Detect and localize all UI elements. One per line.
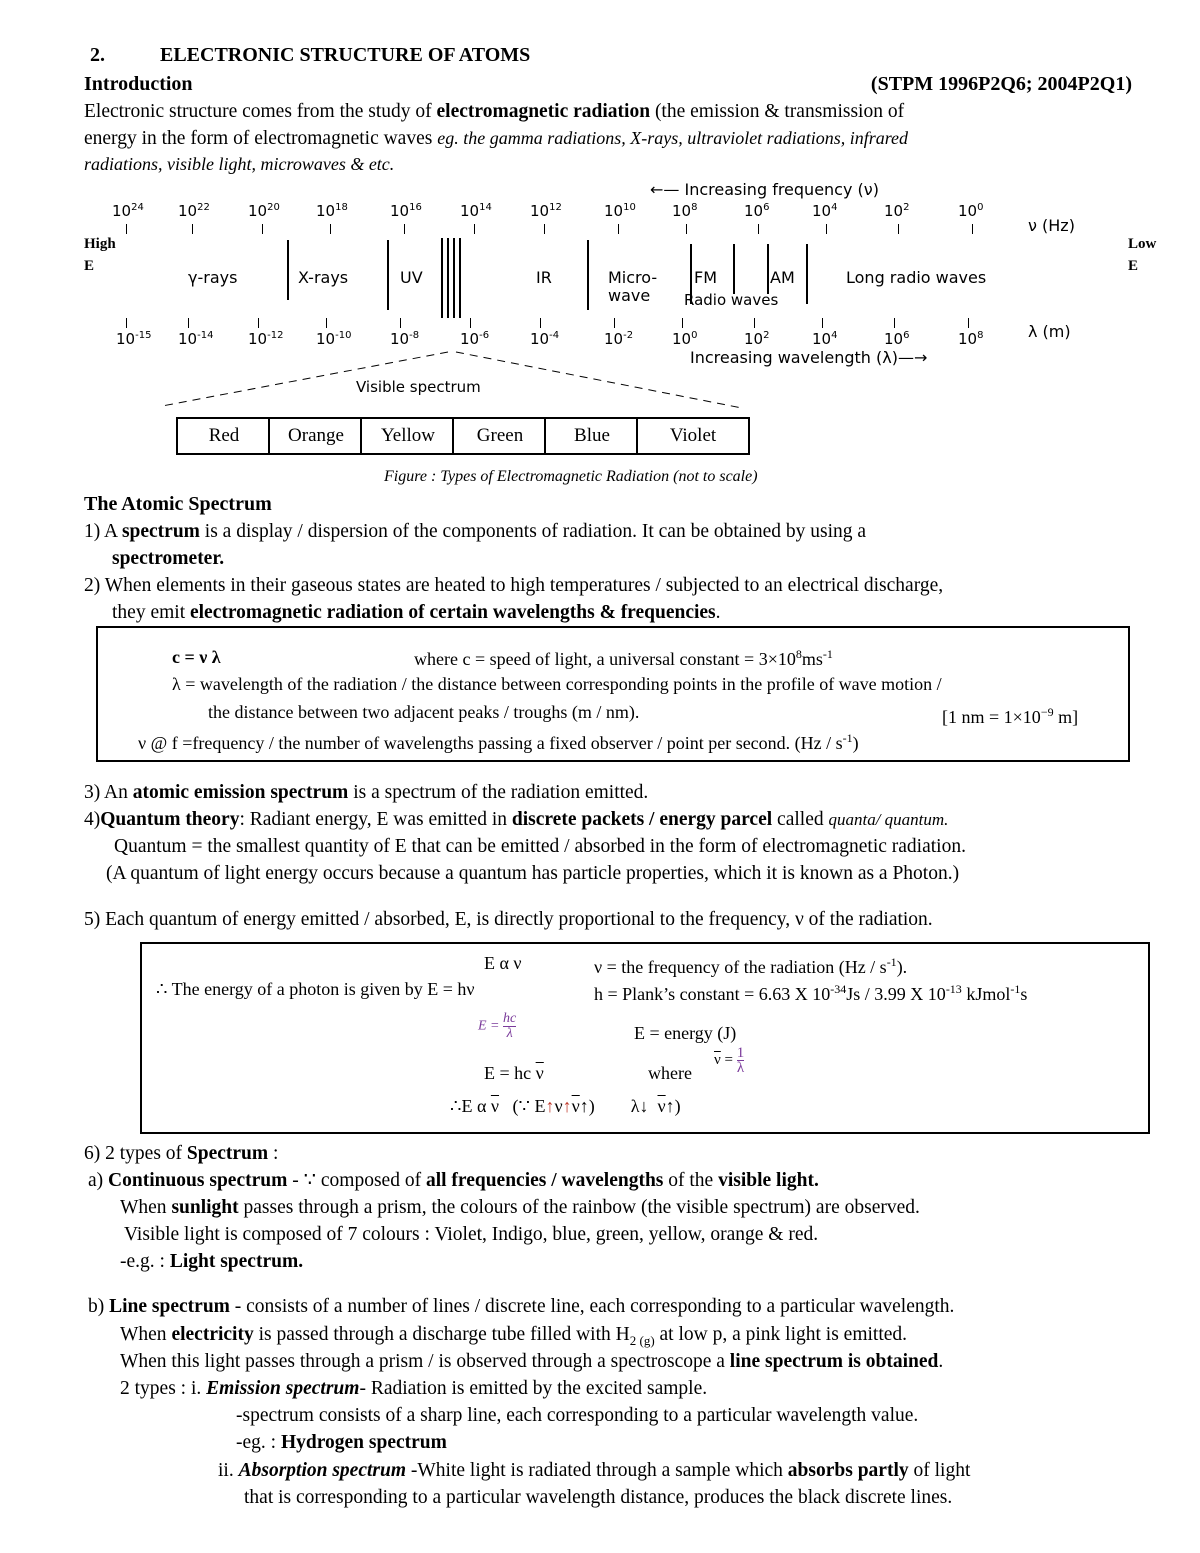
text: When this light passes through a prism / is observed through a spectroscope a — [120, 1351, 730, 1372]
up-arrow-icon: ↑ — [545, 1096, 555, 1116]
text: When — [120, 1197, 172, 1218]
term-sunlight: sunlight — [171, 1197, 239, 1218]
exponent: -4 — [549, 330, 560, 341]
base: 10 — [744, 202, 764, 220]
wavelength-tick — [968, 318, 969, 328]
term-line-spectrum-obtained: line spectrum is obtained — [729, 1351, 939, 1372]
base: 10 — [530, 202, 550, 220]
base: 10 — [604, 330, 624, 348]
text: ∴E α — [450, 1096, 491, 1116]
frequency-tick — [404, 224, 405, 234]
energy-def: E = energy (J) — [634, 1023, 737, 1043]
term-line-spectrum: Line spectrum — [109, 1296, 230, 1317]
text: : — [268, 1143, 279, 1164]
text: called — [772, 809, 829, 830]
c-equation: c = ν λ — [172, 647, 221, 667]
divider-ir-micro — [587, 240, 589, 310]
relationship-summary — [450, 1095, 681, 1117]
region-long-radio: Long radio waves — [846, 268, 987, 287]
wavelength-tick — [822, 318, 823, 328]
base: 10 — [178, 330, 198, 348]
nu-frequency-def — [594, 951, 907, 978]
para-4-line-2: Quantum = the smallest quantity of E that can be emitted / absorbed in the form of electromagnetic radiation. — [114, 836, 966, 857]
text: ν @ f =frequency / the number of wavelengths passing a fixed observer / point per second. (Hz / s — [138, 733, 843, 753]
frequency-tick — [192, 224, 193, 234]
nu-bar: $\overline{\nu}$ — [490, 1096, 500, 1116]
high-energy-e: E — [84, 258, 95, 274]
term-quanta: quanta/ quantum. — [828, 810, 949, 829]
down-arrow-icon: ↓ — [639, 1096, 649, 1116]
text: where — [648, 1063, 692, 1083]
text: of the — [663, 1170, 719, 1191]
text: E = hc — [484, 1063, 536, 1083]
nu-bar: $\overline{\nu}$ — [714, 1051, 721, 1068]
frequency-tick-label — [672, 202, 697, 220]
wavelength-tick — [540, 318, 541, 328]
atomic-para-2-line-2 — [112, 599, 721, 626]
para-6-title — [84, 1140, 278, 1167]
subscript: 2 (g) — [629, 1332, 655, 1348]
base: 10 — [812, 202, 832, 220]
exponent: 8 — [795, 647, 802, 661]
frequency-tick — [126, 224, 127, 234]
text: Js / 3.99 X 10 — [846, 984, 946, 1004]
line-spectrum-line-3 — [120, 1348, 943, 1375]
region-micro-2: wave — [608, 286, 651, 305]
base: 10 — [112, 202, 132, 220]
term-atomic-emission: atomic emission spectrum — [132, 782, 349, 803]
exponent: -6 — [479, 330, 490, 341]
exponent: -1 — [886, 955, 897, 969]
divider-visible-ir-2 — [459, 238, 461, 318]
text: : Radiant energy, E was emitted in — [239, 809, 512, 830]
base: 10 — [460, 202, 480, 220]
text: s — [1020, 984, 1028, 1004]
frequency-tick-label — [316, 202, 348, 220]
e-hc-over-lambda — [478, 1012, 516, 1041]
exponent: -8 — [409, 330, 420, 341]
base: 10 — [884, 202, 904, 220]
frequency-tick — [544, 224, 545, 234]
text: When — [120, 1324, 172, 1345]
text: of light — [908, 1460, 971, 1481]
para-4-line-3: (A quantum of light energy occurs because a quantum has particle properties, which it is known as a Photon.) — [106, 863, 960, 884]
section-title: ELECTRONIC STRUCTURE OF ATOMS — [160, 44, 531, 66]
frequency-tick-label — [884, 202, 909, 220]
frequency-tick-label — [530, 202, 562, 220]
line-spectrum-line-4 — [120, 1375, 707, 1402]
divider-uv-visible-2 — [447, 238, 449, 318]
term-visible-light: visible light. — [718, 1170, 819, 1191]
frequency-tick-label — [958, 202, 983, 220]
term-electricity: electricity — [171, 1324, 254, 1345]
text: - ∵ composed of — [287, 1170, 426, 1191]
term-em-radiation-wavelengths: electromagnetic radiation of certain wavelengths & frequencies — [189, 602, 716, 623]
nu-bar: $\overline{\nu}$ — [571, 1096, 580, 1116]
exponent: 2 — [903, 202, 910, 213]
term-discrete-packets: discrete packets / energy parcel — [511, 809, 773, 830]
base: 10 — [604, 202, 624, 220]
nubar-where — [648, 1062, 692, 1084]
term-spectrum: Spectrum — [186, 1143, 269, 1164]
lambda-definition: λ = wavelength of the radiation / the distance between corresponding points in the profile of wave motion / — [172, 674, 942, 694]
color-cell-red: Red — [176, 417, 270, 455]
fraction — [503, 1012, 516, 1041]
atomic-para-2-line-1: 2) When elements in their gaseous states are heated to high temperatures / subjected to an electrical discharge, — [84, 575, 944, 596]
text: -e.g. : — [120, 1251, 170, 1272]
color-cell-yellow: Yellow — [360, 417, 454, 455]
wavelength-tick — [258, 318, 259, 328]
intro-line-2 — [84, 125, 908, 152]
up-arrow-icon: ↑ — [562, 1096, 572, 1116]
term-all-frequencies: all frequencies / wavelengths — [425, 1170, 664, 1191]
divider-am-left — [767, 244, 769, 294]
exponent: 8 — [977, 330, 984, 341]
term-spectrum: spectrum — [121, 521, 200, 542]
increasing-wavelength-label: Increasing wavelength (λ)—→ — [690, 348, 928, 367]
intro-reference: (STPM 1996P2Q6; 2004P2Q1) — [870, 73, 1132, 95]
frequency-tick — [262, 224, 263, 234]
text: ν = the frequency of the radiation (Hz / s — [594, 957, 887, 977]
unit: ms — [801, 649, 823, 669]
term-absorption-spectrum: Absorption spectrum — [238, 1460, 407, 1481]
wavelength-tick-label — [248, 330, 283, 348]
section-number: 2. — [90, 44, 105, 66]
base: 10 — [316, 330, 336, 348]
text: - Radiation is emitted by the excited sample. — [359, 1378, 708, 1399]
base: 10 — [116, 330, 136, 348]
base: 10 — [884, 330, 904, 348]
exponent: -12 — [267, 330, 284, 341]
lambda: λ — [630, 1096, 640, 1116]
frequency-unit: ν (Hz) — [1028, 216, 1075, 235]
text: a) — [88, 1170, 109, 1191]
continuous-line-4 — [120, 1248, 303, 1275]
color-cell-violet: Violet — [636, 417, 750, 455]
wavelength-tick-label — [116, 330, 151, 348]
figure-caption: Figure : Types of Electromagnetic Radiation (not to scale) — [384, 468, 758, 485]
wavelength-tick — [126, 318, 127, 328]
nu-bar: $\overline{\nu}$ — [535, 1063, 544, 1083]
exponent: 0 — [977, 202, 984, 213]
base: 10 — [530, 330, 550, 348]
text: is a spectrum of the radiation emitted. — [348, 782, 649, 803]
base: 10 — [672, 202, 692, 220]
high-energy-label: High — [84, 236, 116, 252]
frequency-tick — [618, 224, 619, 234]
text: where c = speed of light, a universal constant = 3×10 — [414, 649, 796, 669]
text: 4) — [84, 809, 101, 830]
divider-uv-visible-1 — [441, 238, 443, 318]
term-continuous-spectrum: Continuous spectrum — [108, 1170, 288, 1191]
text: ii. — [218, 1460, 239, 1481]
base: 10 — [316, 202, 336, 220]
base: 10 — [744, 330, 764, 348]
planck-constant — [594, 978, 1027, 1005]
continuous-line-2 — [120, 1194, 920, 1221]
region-micro-1: Micro- — [608, 268, 658, 287]
nu-bar: $\overline{\nu}$ — [657, 1096, 666, 1116]
frequency-tick-label — [604, 202, 636, 220]
exponent: 10 — [623, 202, 636, 213]
exponent: 20 — [267, 202, 280, 213]
text: - consists of a number of lines / discrete line, each corresponding to a particular wavelength. — [229, 1296, 955, 1317]
region-am: AM — [770, 268, 795, 287]
text: E = — [478, 1018, 500, 1034]
text: = — [720, 1051, 737, 1068]
exponent: 6 — [903, 330, 910, 341]
low-energy-label: Low — [1128, 236, 1157, 252]
region-radio-waves: Radio waves — [684, 291, 779, 309]
wavelength-tick-label — [530, 330, 559, 348]
color-cell-green: Green — [452, 417, 546, 455]
term-hydrogen-spectrum: Hydrogen spectrum — [280, 1432, 447, 1453]
continuous-line-3: Visible light is composed of 7 colours : Violet, Indigo, blue, green, yellow, orange & red. — [124, 1224, 819, 1245]
exponent: -2 — [623, 330, 634, 341]
text: ) — [852, 733, 859, 753]
wavelength-tick — [754, 318, 755, 328]
line-spectrum-line-7 — [218, 1457, 970, 1484]
e-proportional-nu: E α ν — [484, 953, 522, 973]
exponent: 22 — [197, 202, 210, 213]
continuous-line-1 — [88, 1167, 819, 1194]
wavelength-tick — [400, 318, 401, 328]
exponent: -1 — [842, 731, 853, 745]
text: energy in the form of electromagnetic waves — [84, 128, 438, 149]
text: m] — [1053, 707, 1079, 727]
exponent: 6 — [763, 202, 770, 213]
exponent: -1 — [822, 647, 833, 661]
base: 10 — [178, 202, 198, 220]
divider-xray-uv — [387, 240, 389, 310]
increasing-frequency-label: ←— Increasing frequency (ν) — [650, 180, 879, 199]
wavelength-tick — [326, 318, 327, 328]
nm-conversion — [942, 701, 1078, 728]
exponent: -10 — [335, 330, 352, 341]
frequency-tick-label — [248, 202, 280, 220]
exponent: 4 — [831, 330, 838, 341]
visible-spectrum-label: Visible spectrum — [356, 378, 481, 396]
region-ir: IR — [536, 268, 552, 287]
c-definition — [414, 643, 833, 670]
fraction — [737, 1046, 745, 1075]
base: 10 — [460, 330, 480, 348]
exponent: 12 — [549, 202, 562, 213]
nu-definition — [138, 727, 859, 754]
wavelength-tick — [894, 318, 895, 328]
text: . — [938, 1351, 944, 1372]
examples: eg. the gamma radiations, X-rays, ultraviolet radiations, infrared — [437, 128, 909, 148]
text: b) — [88, 1296, 110, 1317]
region-gamma: γ-rays — [188, 268, 238, 287]
wavelength-tick-label — [316, 330, 351, 348]
exponent: -14 — [197, 330, 214, 341]
frequency-tick — [686, 224, 687, 234]
color-cell-blue: Blue — [544, 417, 638, 455]
frequency-tick-label — [112, 202, 144, 220]
exponent: 2 — [763, 330, 770, 341]
wavelength-tick — [470, 318, 471, 328]
text: 2 types : i. — [120, 1378, 207, 1399]
wavelength-tick-label — [958, 330, 983, 348]
e-hc-nubar — [484, 1062, 544, 1084]
text: is a display / dispersion of the components of radiation. It can be obtained by using a — [199, 521, 867, 542]
line-spectrum-line-1 — [88, 1293, 954, 1320]
denominator: λ — [506, 1026, 513, 1041]
base: 10 — [958, 202, 978, 220]
frequency-tick — [474, 224, 475, 234]
exponent: 16 — [409, 202, 422, 213]
base: 10 — [248, 330, 268, 348]
up-arrow-icon: ↑) — [665, 1096, 681, 1116]
text: [1 nm = 1×10 — [942, 707, 1041, 727]
exponent: 8 — [691, 202, 698, 213]
text: h = Plank’s constant = 6.63 X 10 — [594, 984, 831, 1004]
color-cell-orange: Orange — [268, 417, 362, 455]
wavelength-tick-label — [604, 330, 633, 348]
divider-gamma-xray — [287, 240, 289, 300]
line-spectrum-line-8: that is corresponding to a particular wavelength distance, produces the black discrete lines. — [244, 1487, 953, 1508]
wavelength-tick-label — [390, 330, 419, 348]
term-absorbs-partly: absorbs partly — [787, 1460, 909, 1481]
low-energy-e: E — [1128, 258, 1139, 274]
nubar-definition — [714, 1046, 744, 1075]
numerator: 1 — [736, 1045, 745, 1061]
wavelength-tick-label — [460, 330, 489, 348]
wavelength-tick-label — [672, 330, 697, 348]
base: 10 — [390, 330, 410, 348]
text: they emit — [112, 602, 190, 623]
term-em-radiation: electromagnetic radiation — [436, 101, 651, 122]
text: -White light is radiated through a sample which — [406, 1460, 788, 1481]
exponent: -34 — [830, 982, 847, 996]
atomic-spectrum-title: The Atomic Spectrum — [84, 493, 272, 515]
frequency-tick — [898, 224, 899, 234]
base: 10 — [390, 202, 410, 220]
frequency-tick-label — [460, 202, 492, 220]
exponent: 4 — [831, 202, 838, 213]
line-spectrum-line-6 — [236, 1429, 447, 1456]
wavelength-tick-label — [744, 330, 769, 348]
atomic-para-1-line-2: spectrometer. — [112, 548, 225, 569]
text: 6) 2 types of — [84, 1143, 187, 1164]
text: kJmol — [961, 984, 1011, 1004]
region-xray: X-rays — [298, 268, 349, 287]
photon-energy-eq: ∴ The energy of a photon is given by E = hν — [156, 979, 475, 999]
frequency-tick — [826, 224, 827, 234]
wavelength-tick — [188, 318, 189, 328]
base: 10 — [812, 330, 832, 348]
frequency-tick-label — [812, 202, 837, 220]
para-3 — [84, 779, 648, 806]
wavelength-tick-label — [884, 330, 909, 348]
divider-fm-right — [733, 244, 735, 294]
numerator: hc — [503, 1011, 517, 1026]
text: 3) An — [84, 782, 133, 803]
divider-visible-ir-1 — [453, 238, 455, 318]
exponent: -13 — [945, 982, 962, 996]
text: Electronic structure comes from the study of — [84, 101, 437, 122]
exponent: 24 — [131, 202, 144, 213]
text: (∵ E — [512, 1096, 546, 1116]
text: is passed through a discharge tube filled with H — [253, 1324, 630, 1345]
term-quantum-theory: Quantum theory — [100, 809, 240, 830]
exponent: -15 — [135, 330, 152, 341]
term-emission-spectrum: Emission spectrum — [206, 1378, 360, 1399]
base: 10 — [248, 202, 268, 220]
frequency-tick — [330, 224, 331, 234]
region-uv: UV — [400, 268, 423, 287]
intro-line-3: radiations, visible light, microwaves & etc. — [84, 154, 395, 174]
wavelength-tick — [682, 318, 683, 328]
denominator: λ — [736, 1060, 745, 1076]
base: 10 — [672, 330, 692, 348]
frequency-tick — [758, 224, 759, 234]
text: (the emission & transmission of — [650, 101, 905, 122]
frequency-tick-label — [178, 202, 210, 220]
nu: ν — [554, 1096, 563, 1116]
base: 10 — [958, 330, 978, 348]
exponent: 14 — [479, 202, 492, 213]
intro-label: Introduction — [84, 73, 193, 95]
atomic-para-1-line-1 — [84, 518, 866, 545]
frequency-tick-label — [390, 202, 422, 220]
wavelength-unit: λ (m) — [1028, 322, 1071, 341]
text: . — [715, 602, 721, 623]
up-arrow-icon: ↑) — [579, 1096, 595, 1116]
term-light-spectrum: Light spectrum. — [169, 1251, 304, 1272]
text: -eg. : — [236, 1432, 281, 1453]
wavelength-tick-label — [178, 330, 213, 348]
frequency-tick-label — [744, 202, 769, 220]
wavelength-tick — [614, 318, 615, 328]
wavelength-tick-label — [812, 330, 837, 348]
exponent: 0 — [691, 330, 698, 341]
region-fm: FM — [694, 268, 718, 287]
text: at low p, a pink light is emitted. — [654, 1324, 908, 1345]
frequency-tick — [972, 224, 973, 234]
exponent: 18 — [335, 202, 348, 213]
intro-line-1 — [84, 98, 904, 125]
para-4-line-1 — [84, 806, 948, 833]
text: passes through a prism, the colours of the rainbow (the visible spectrum) are observed. — [238, 1197, 920, 1218]
divider-am-right — [806, 244, 808, 304]
exponent: −9 — [1040, 705, 1054, 719]
para-5: 5) Each quantum of energy emitted / absorbed, E, is directly proportional to the frequency, ν of the radiation. — [84, 909, 933, 930]
exponent: -1 — [1010, 982, 1021, 996]
line-spectrum-line-5: -spectrum consists of a sharp line, each corresponding to a particular wavelength value. — [236, 1405, 919, 1426]
lambda-definition-2: the distance between two adjacent peaks / troughs (m / nm). — [208, 702, 640, 722]
text: ). — [896, 957, 908, 977]
text: 1) A — [84, 521, 122, 542]
